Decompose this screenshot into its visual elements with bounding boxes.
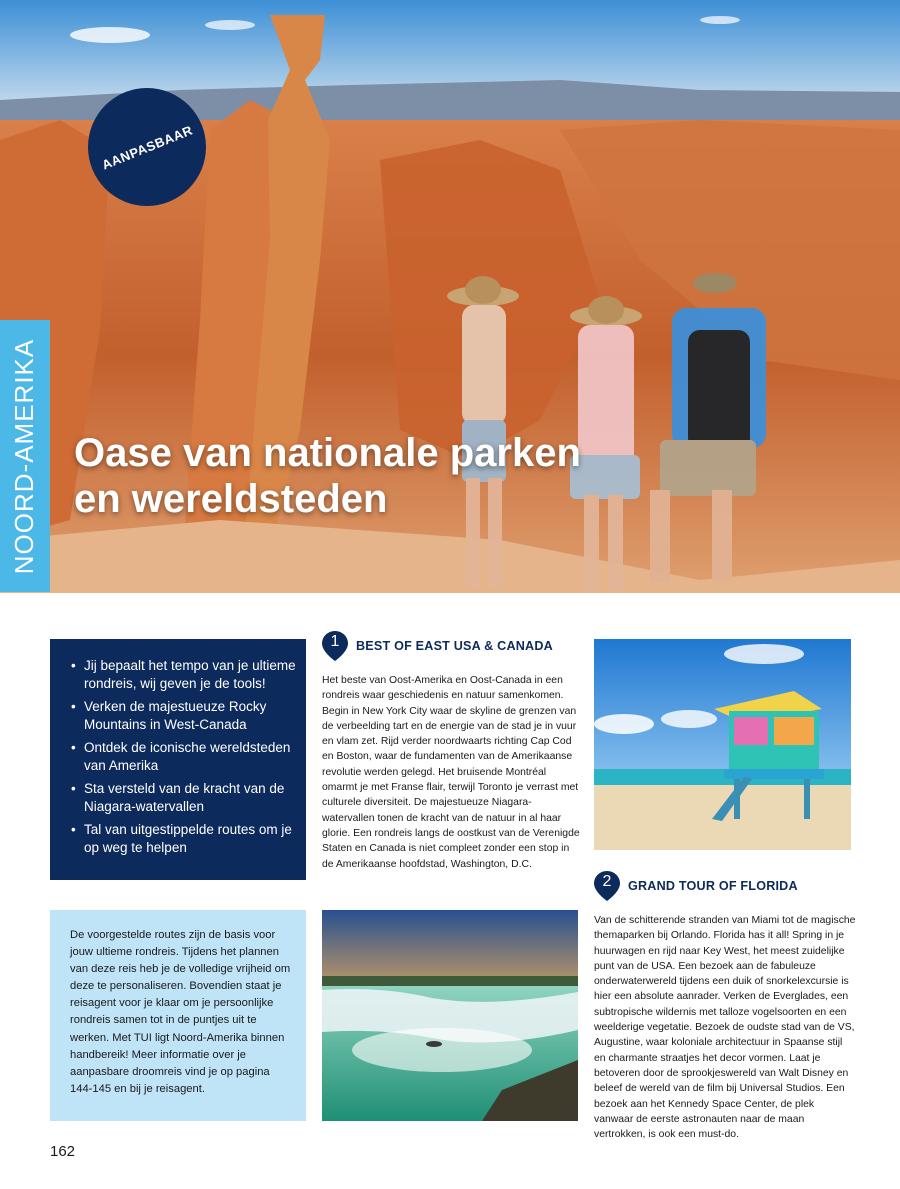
region-label: NOORD-AMERIKA xyxy=(9,338,40,574)
page-number: 162 xyxy=(50,1143,76,1160)
info-text: De voorgestelde routes zijn de basis voor jouw ultieme rondreis. Tijdens het plannen van deze reis heb je de volledige vrijheid om deze te personaliseren. Bovendien staat je reisagent voor je klaar om je persoonlijke rondreis samen tot in de puntjes uit te werken. Met TUI ligt Noord-Amerika binnen handbereik! Meer informatie over je aanpasbare droomreis vind je op pagina 144-145 en bij je reisagent. xyxy=(70,929,291,1095)
miami-beach-photo xyxy=(594,639,851,850)
route1-heading xyxy=(322,631,553,661)
route1-number: 1 xyxy=(330,633,340,650)
adjustable-badge xyxy=(88,88,206,206)
hero-image xyxy=(0,0,900,593)
route2-title: GRAND TOUR OF FLORIDA xyxy=(628,879,798,893)
region-tab xyxy=(0,320,50,592)
highlight-item: • Ontdek de iconische wereldsteden van Amerika xyxy=(60,739,296,775)
niagara-falls-photo xyxy=(322,910,578,1121)
route1-title: BEST OF EAST USA & CANADA xyxy=(356,639,553,653)
route1-text: Het beste van Oost-Amerika en Oost-Canada in een rondreis waar geschiedenis en natuur samenkomen. Begin in New York City waar de skyline de grenzen van de verbeelding tart en de energie van de stad je in vuur en vlam zet. Rijd verder noordwaarts richting Cap Cod en Boston, waar de fundamenten van de Amerikaanse revolutie werden gelegd. Het bruisende Montréal omarmt je met Franse flair, terwijl Toronto je verrast met culturele diversiteit. De majestueuze Niagara-watervallen tonen de kracht van de natuur in al haar glorie. Een rondreis langs de oostkust van de Verenigde Staten en Canada is niet compleet zonder een stop in de Amerikaanse hoofdstad, Washington, D.C. xyxy=(322,675,580,870)
hero-title xyxy=(74,430,674,522)
highlight-item: • Sta versteld van de kracht van de Niagara-watervallen xyxy=(60,780,296,816)
hero-title-line2: en wereldsteden xyxy=(74,477,388,521)
map-pin-icon xyxy=(322,631,348,661)
route2-heading xyxy=(594,871,798,901)
hero-title-line1: Oase van nationale parken xyxy=(74,431,581,475)
highlight-item: • Verken de majestueuze Rocky Mountains in West-Canada xyxy=(60,698,296,734)
map-pin-icon xyxy=(594,871,620,901)
highlights-list xyxy=(60,657,296,857)
highlight-item: • Tal van uitgestippelde routes om je op weg te helpen xyxy=(60,821,296,857)
route2-text: Van de schitterende stranden van Miami tot de magische themaparken bij Orlando. Florida has it all! Spring in je huurwagen en rijd naar Key West, het meest zuidelijke punt van de USA. Een bezoek aan de fabuleuze onderwaterwereld tijdens een duik of snorkelexcursie is hier een absolute aanrader. Verken de Everglades, een subtropische wildernis met talloze vogelsoorten en een weelderige vegetatie. Bezoek de oudste stad van de VS, Augustine, waar koloniale architectuur in Spaanse stijl en charmante straatjes het decor vormen. Laat je betoveren door de sprookjeswereld van Walt Disney en beleef de wereld van de film bij Universal Studios. Een bezoek aan het Kennedy Space Center, de plek vanwaar de eerste astronauten naar de maan vertrokken, is ook een must-do. xyxy=(594,915,856,1141)
highlight-item: • Jij bepaalt het tempo van je ultieme rondreis, wij geven je de tools! xyxy=(60,657,296,693)
badge-label: AANPASBAAR xyxy=(99,121,195,173)
highlights-box xyxy=(50,639,306,880)
route2-number: 2 xyxy=(602,873,612,890)
info-box xyxy=(50,910,306,1121)
